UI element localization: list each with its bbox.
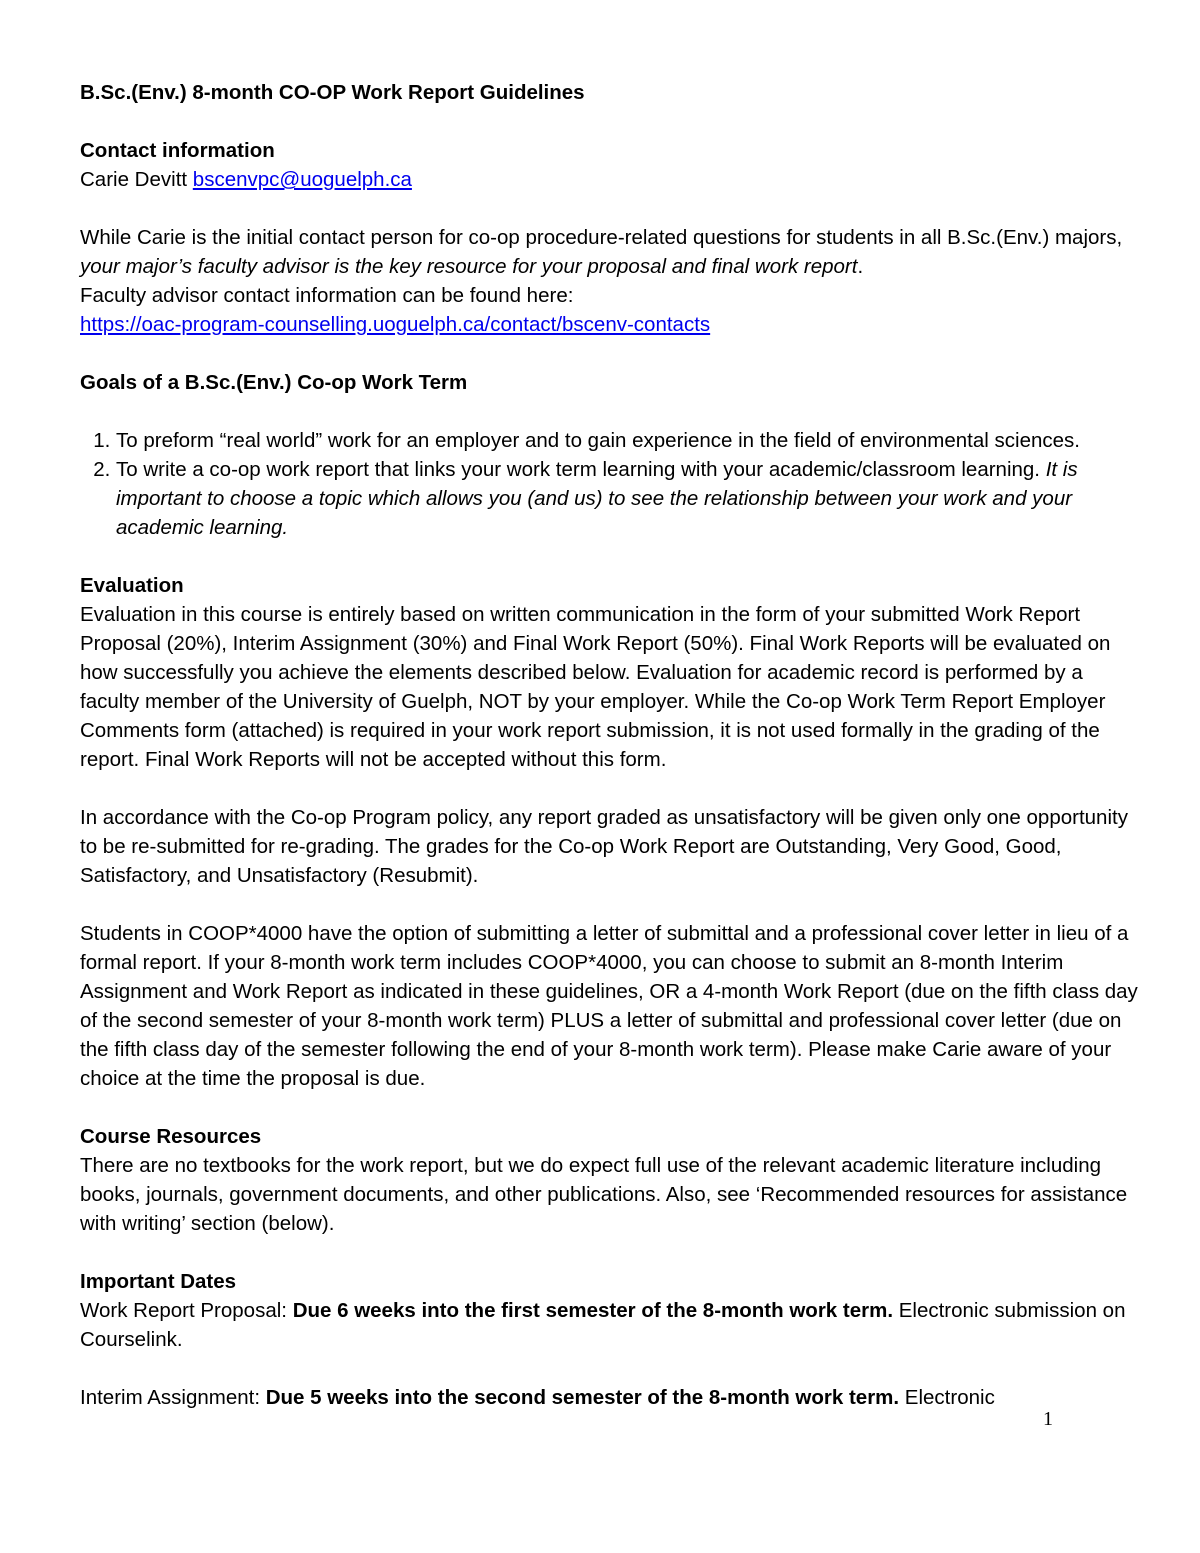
resources-paragraph: There are no textbooks for the work report, but we do expect full use of the relevant academic literature including books, journals, government documents, and other publications. Also, see ‘Recommended resources for assistance with writing’ section (below). — [80, 1154, 1128, 1235]
advisor-contacts-link[interactable]: https://oac-program-counselling.uoguelph.ca/contact/bscenv-contacts — [80, 313, 711, 336]
advisor-emphasis: your major’s faculty advisor is the key resource for your proposal and final work report — [80, 255, 858, 278]
contact-line — [80, 165, 1140, 194]
advisor-url-line — [80, 310, 1140, 339]
evaluation-paragraph-1: Evaluation in this course is entirely based on written communication in the form of your submitted Work Report Proposal (20%), Interim Assignment (30%) and Final Work Report (50%). Final Work Reports will be evaluated on how successfully you achieve the elements described below. Evaluation for academic record is performed by a faculty member of the University of Guelph, NOT by your employer. While the Co-op Work Term Report Employer Comments form (attached) is required in your work report submission, it is not used formally in the grading of the report. Final Work Reports will not be accepted without this form. — [80, 603, 1111, 771]
evaluation-heading: Evaluation — [80, 574, 184, 597]
contact-name: Carie Devitt — [80, 168, 188, 191]
contact-email-link[interactable]: bscenvpc@uoguelph.ca — [192, 168, 412, 191]
dates-heading: Important Dates — [80, 1270, 237, 1293]
goal-item-2: 2. To write a co-op work report that links your work term learning with your academic/classroom learning. It is important to choose a topic which allows you (and us) to see the relationship between your work and your academic learning. — [116, 455, 1140, 542]
contact-paragraph: While Carie is the initial contact person for co-op procedure-related questions for students in all B.Sc.(Env.) majors, your major’s faculty advisor is the key resource for your proposal and final work report. — [80, 226, 1123, 278]
evaluation-paragraph-2: In accordance with the Co-op Program policy, any report graded as unsatisfactory will be given only one opportunity to be re-submitted for re-grading. The grades for the Co-op Work Report are Outstanding, Very Good, Good, Satisfactory, and Unsatisfactory (Resubmit). — [80, 806, 1128, 887]
goals-heading: Goals of a B.Sc.(Env.) Co-op Work Term — [80, 371, 468, 394]
document-body — [80, 78, 1140, 1412]
document-title: B.Sc.(Env.) 8-month CO-OP Work Report Guidelines — [80, 81, 585, 104]
page-number: 1 — [1043, 1408, 1053, 1430]
evaluation-paragraph-3: Students in COOP*4000 have the option of submitting a letter of submittal and a professional cover letter in lieu of a formal report. If your 8-month work term includes COOP*4000, you can choose to submit an 8-month Interim Assignment and Work Report as indicated in these guidelines, OR a 4-month Work Report (due on the fifth class day of the second semester of your 8-month work term) PLUS a letter of submittal and professional cover letter (due on the fifth class day of the semester following the end of your 8-month work term). Please make Carie aware of your choice at the time the proposal is due. — [80, 922, 1138, 1090]
contact-heading: Contact information — [80, 139, 275, 162]
advisor-line: Faculty advisor contact information can be found here: — [80, 284, 574, 307]
goal-item-1: 1. To preform “real world” work for an employer and to gain experience in the field of environmental sciences. — [116, 426, 1140, 455]
goals-list — [80, 426, 1140, 542]
resources-heading: Course Resources — [80, 1125, 262, 1148]
proposal-date: Work Report Proposal: Due 6 weeks into the first semester of the 8-month work term. Electronic submission on Courselink. — [80, 1299, 1126, 1351]
interim-date: Interim Assignment: Due 5 weeks into the second semester of the 8-month work term. Electronic — [80, 1386, 995, 1409]
goal-item-2-emphasis: It is important to choose a topic which allows you (and us) to see the relationship between your work and your academic learning. — [116, 458, 1078, 539]
